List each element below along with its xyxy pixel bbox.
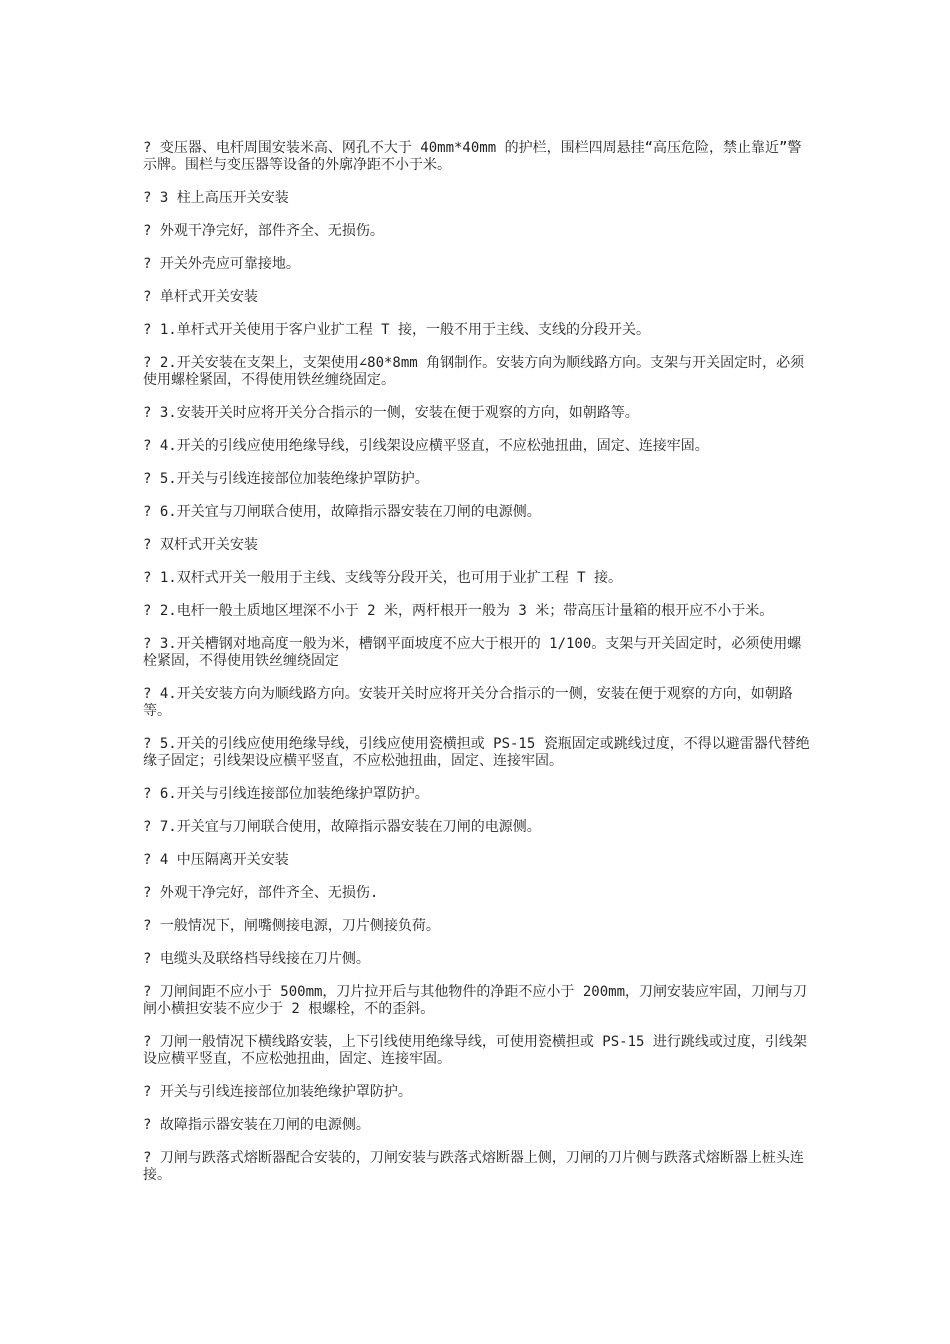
document-body (143, 140, 811, 1200)
paragraph: ? 外观干净完好，部件齐全、无损伤. (143, 885, 379, 901)
paragraph: ? 4.开关安装方向为顺线路方向。安装开关时应将开关分合指示的一侧，安装在便于观察的方向，如朝路等。 (143, 686, 793, 719)
paragraph: ? 电缆头及联络档导线接在刀片侧。 (143, 951, 370, 967)
subsection-heading: ? 双杆式开关安装 (143, 537, 258, 553)
section-heading: ? 3 柱上高压开关安装 (143, 190, 289, 206)
paragraph: ? 刀闸间距不应小于 500mm，刀片拉开后与其他物件的净距不应小于 200mm，刀闸安装应牢固，刀闸与刀闸小横担安装不应少于 2 根螺栓，不的歪斜。 (143, 984, 807, 1017)
paragraph: ? 7.开关宜与刀闸联合使用，故障指示器安装在刀闸的电源侧。 (143, 819, 541, 835)
paragraph: ? 刀闸与跌落式熔断器配合安装的，刀闸安装与跌落式熔断器上侧，刀闸的刀片侧与跌落式熔断器上桩头连接。 (143, 1150, 804, 1183)
paragraph: ? 故障指示器安装在刀闸的电源侧。 (143, 1117, 370, 1133)
paragraph: ? 6.开关宜与刀闸联合使用，故障指示器安装在刀闸的电源侧。 (143, 504, 541, 520)
paragraph: ? 5.开关的引线应使用绝缘导线，引线应使用瓷横担或 PS-15 瓷瓶固定或跳线过度，不得以避雷器代替绝缘子固定；引线架设应横平竖直，不应松弛扭曲，固定、连接牢固。 (143, 736, 810, 769)
paragraph: ? 开关与引线连接部位加装绝缘护罩防护。 (143, 1084, 412, 1100)
paragraph: ? 外观干净完好，部件齐全、无损伤。 (143, 223, 384, 239)
paragraph: ? 3.安装开关时应将开关分合指示的一侧，安装在便于观察的方向，如朝路等。 (143, 405, 639, 421)
paragraph: ? 刀闸一般情况下横线路安装，上下引线使用绝缘导线，可使用瓷横担或 PS-15 进行跳线或过度，引线架设应横平竖直，不应松弛扭曲，固定、连接牢固。 (143, 1034, 807, 1067)
paragraph: ? 开关外壳应可靠接地。 (143, 256, 300, 272)
subsection-heading: ? 单杆式开关安装 (143, 289, 258, 305)
paragraph: ? 2.电杆一般土质地区埋深不小于 2 米，两杆根开一般为 3 米；带高压计量箱的根开应不小于米。 (143, 603, 774, 619)
paragraph: ? 一般情况下，闸嘴侧接电源，刀片侧接负荷。 (143, 918, 440, 934)
paragraph: ? 3.开关槽钢对地高度一般为米，槽钢平面坡度不应大于根开的 1/100。支架与开关固定时，必须使用螺栓紧固，不得使用铁丝缠绕固定 (143, 636, 802, 669)
paragraph: ? 变压器、电杆周围安装米高、网孔不大于 40mm*40mm 的护栏，围栏四周悬挂“高压危险，禁止靠近”警示牌。围栏与变压器等设备的外廓净距不小于米。 (143, 140, 802, 173)
paragraph: ? 4.开关的引线应使用绝缘导线，引线架设应横平竖直，不应松弛扭曲，固定、连接牢固。 (143, 438, 709, 454)
paragraph: ? 6.开关与引线连接部位加装绝缘护罩防护。 (143, 786, 429, 802)
paragraph: ? 1.双杆式开关一般用于主线、支线等分段开关，也可用于业扩工程 T 接。 (143, 570, 622, 586)
paragraph: ? 5.开关与引线连接部位加装绝缘护罩防护。 (143, 471, 429, 487)
section-heading: ? 4 中压隔离开关安装 (143, 852, 289, 868)
paragraph: ? 1.单杆式开关使用于客户业扩工程 T 接，一般不用于主线、支线的分段开关。 (143, 322, 650, 338)
paragraph: ? 2.开关安装在支架上，支架使用∠80*8mm 角钢制作。安装方向为顺线路方向。支架与开关固定时，必须使用螺栓紧固，不得使用铁丝缠绕固定。 (143, 355, 805, 388)
